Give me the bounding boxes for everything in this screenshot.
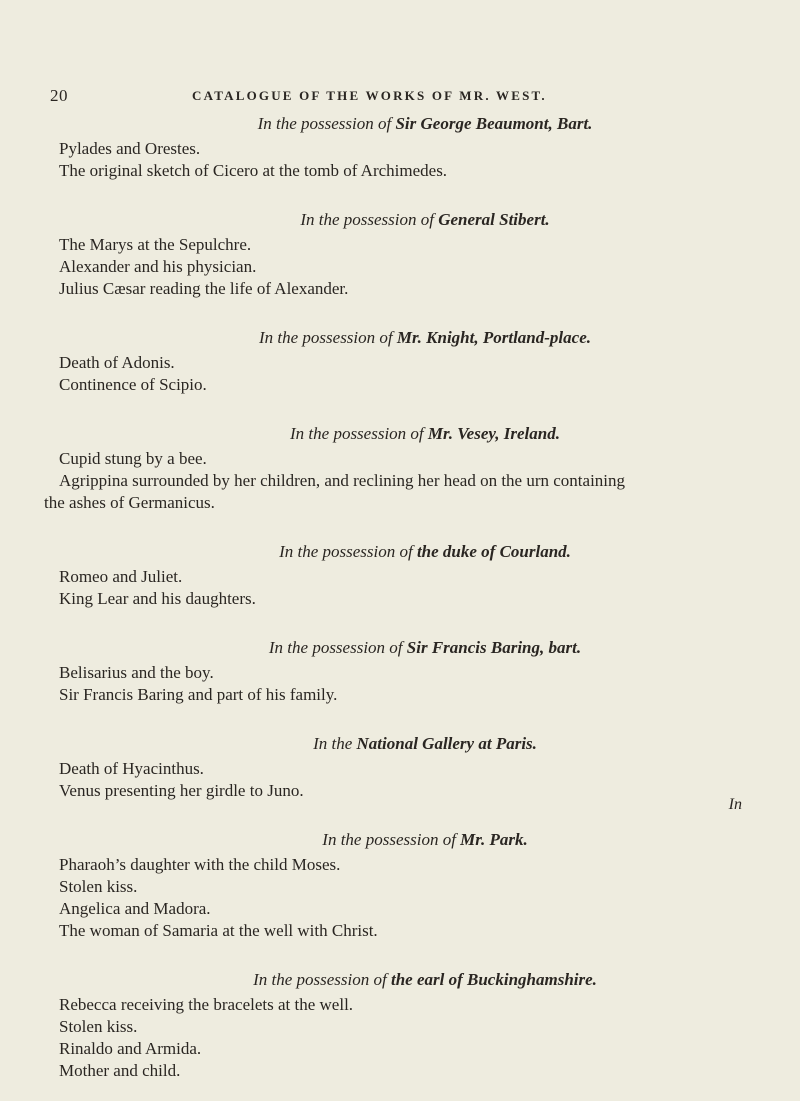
owner-heading: [58, 538, 748, 566]
work-title: Agrippina surrounded by her children, and reclining her head on the urn containing: [59, 471, 626, 490]
work-title: The woman of Samaria at the well with Christ.: [59, 921, 378, 940]
owner-prefix: In the possession of: [322, 830, 456, 849]
owner-prefix: In the possession of: [253, 970, 387, 989]
owner-name: National Gallery at Paris.: [356, 734, 537, 753]
work-title: Rebecca receiving the bracelets at the well.: [59, 995, 354, 1014]
work-title: Stolen kiss.: [59, 1017, 138, 1036]
work-title: Sir Francis Baring and part of his family.: [59, 685, 338, 704]
owner-prefix: In the: [313, 734, 353, 753]
work-title: Rinaldo and Armida.: [59, 1039, 202, 1058]
collection-section: [58, 206, 748, 300]
catchword: In: [728, 796, 742, 813]
owner-heading: [58, 420, 748, 448]
collection-section: [58, 324, 748, 396]
work-title: Stolen kiss.: [59, 877, 138, 896]
owner-heading: [58, 206, 748, 234]
work-title: Alexander and his physician.: [59, 257, 257, 276]
owner-heading: [58, 324, 748, 352]
work-title: Death of Adonis.: [59, 353, 175, 372]
owner-heading: [58, 826, 748, 854]
work-title: The Marys at the Sepulchre.: [59, 235, 252, 254]
page-header: [50, 86, 750, 110]
work-title: King Lear and his daughters.: [59, 589, 256, 608]
owner-prefix: In the possession of: [268, 638, 403, 657]
collection-section: [58, 110, 748, 182]
owner-name: Mr. Knight, Portland-place.: [396, 328, 591, 347]
work-title: Venus presenting her girdle to Juno.: [59, 781, 304, 800]
owner-prefix: In the possession of: [279, 542, 413, 561]
collection-section: [44, 420, 748, 514]
work-title: Continence of Scipio.: [59, 375, 207, 394]
work-title: Romeo and Juliet.: [59, 567, 183, 586]
work-title: Death of Hyacinthus.: [59, 759, 204, 778]
owner-prefix: In the possession of: [290, 424, 424, 443]
owner-heading: [58, 966, 748, 994]
collection-section: [58, 538, 748, 610]
owner-heading: [58, 634, 748, 662]
running-head: CATALOGUE OF THE WORKS OF MR. WEST.: [192, 88, 547, 103]
collection-section: [58, 634, 748, 706]
work-title-continuation: the ashes of Germanicus.: [44, 493, 215, 512]
work-title: Cupid stung by a bee.: [59, 449, 207, 468]
collection-section: [58, 966, 748, 1082]
owner-name: Mr. Vesey, Ireland.: [427, 424, 560, 443]
owner-prefix: In the possession of: [258, 328, 393, 347]
work-title: Pylades and Orestes.: [59, 139, 201, 158]
work-title: Pharaoh’s daughter with the child Moses.: [59, 855, 341, 874]
catalogue-content: [44, 110, 748, 1082]
work-title: The original sketch of Cicero at the tomb of Archimedes.: [59, 161, 448, 180]
collection-section: [58, 730, 748, 802]
work-title: Mother and child.: [59, 1061, 181, 1080]
owner-name: the duke of Courland.: [416, 542, 571, 561]
owner-heading: [58, 110, 748, 138]
owner-name: General Stibert.: [438, 210, 550, 229]
owner-heading: [58, 730, 748, 758]
work-title: Angelica and Madora.: [59, 899, 211, 918]
owner-name: Mr. Park.: [460, 830, 528, 849]
work-title: Julius Cæsar reading the life of Alexander.: [59, 279, 349, 298]
collection-section: [58, 826, 748, 942]
owner-name: Sir Francis Baring, bart.: [406, 638, 582, 657]
work-title: Belisarius and the boy.: [59, 663, 214, 682]
owner-name: the earl of Buckinghamshire.: [390, 970, 597, 989]
page-number: 20: [50, 86, 68, 105]
owner-prefix: In the possession of: [257, 114, 392, 133]
owner-prefix: In the possession of: [300, 210, 434, 229]
owner-name: Sir George Beaumont, Bart.: [395, 114, 593, 133]
